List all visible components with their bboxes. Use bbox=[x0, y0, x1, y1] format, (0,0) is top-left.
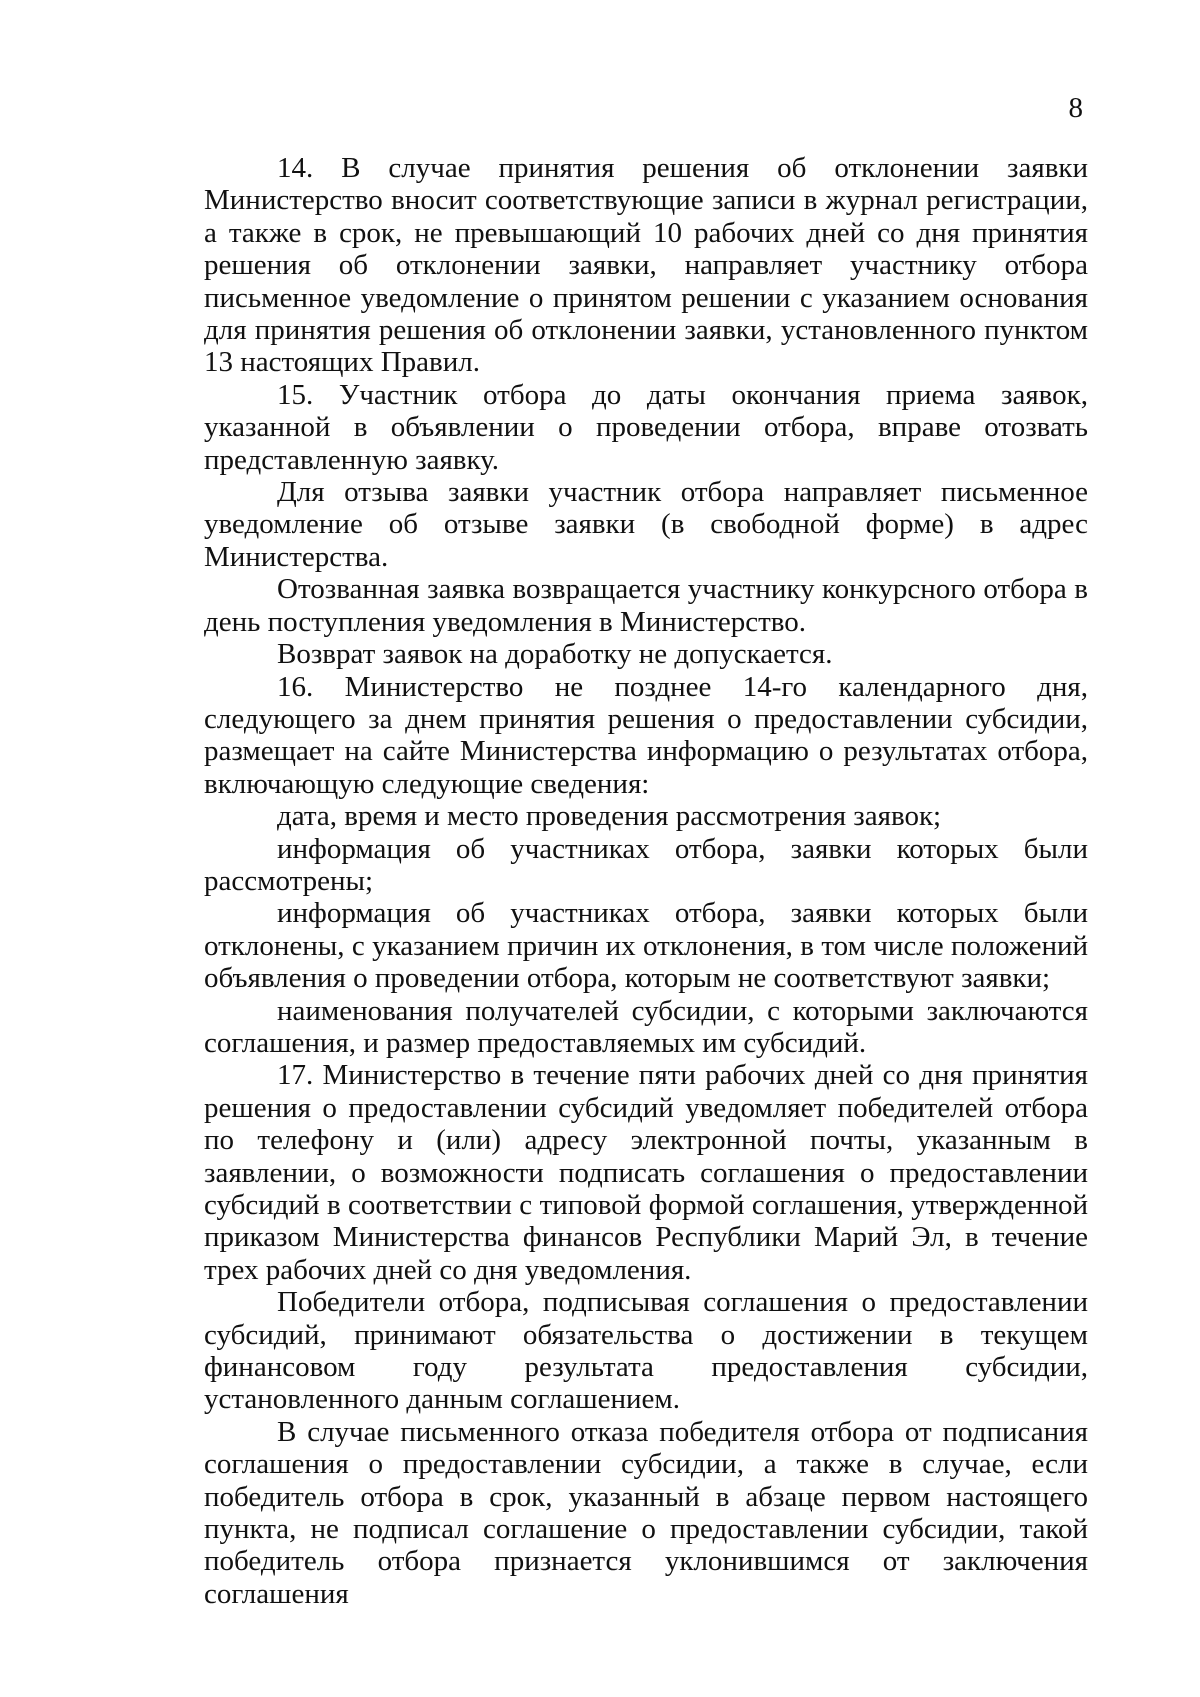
paragraph-winner-obligations: Победители отбора, подписывая соглашения о предоставлении субсидий, принимают обязательства о достижении в текущем финансовом году результата предоставления субсидии, установленного данным соглашением. bbox=[204, 1286, 1088, 1416]
paragraph-no-rework: Возврат заявок на доработку не допускается. bbox=[277, 638, 833, 671]
paragraph-item-17: 17. Министерство в течение пяти рабочих дней со дня принятия решения о предоставлении субсидий уведомляет победителей отбора по телефону и (или) адресу электронной почты, указанным в заявлении, о возможности подписать соглашения о предоставлении субсидий в соответствии с типовой формой соглашения, утвержденной приказом Министерства финансов Республики Марий Эл, в течение трех рабочих дней со дня уведомления. bbox=[204, 1059, 1088, 1286]
list-item-rejected-participants: информация об участниках отбора, заявки которых были отклонены, с указанием причин их отклонения, в том числе положений объявления о проведении отбора, которым не соответствуют заявки; bbox=[204, 897, 1088, 995]
paragraph-item-15: 15. Участник отбора до даты окончания приема заявок, указанной в объявлении о проведении отбора, вправе отозвать представленную заявку. bbox=[204, 378, 1088, 476]
page-number: 8 bbox=[1068, 92, 1083, 124]
paragraph-item-14: 14. В случае принятия решения об отклонении заявки Министерство вносит соответствующие записи в журнал регистрации, а также в срок, не превышающий 10 рабочих дней со дня принятия решения об отклонении заявки, направляет участнику отбора письменное уведомление о принятом решении с указанием основания для принятия решения об отклонении заявки, установленного пунктом 13 настоящих Правил. bbox=[204, 152, 1088, 379]
list-item-reviewed-participants: информация об участниках отбора, заявки которых были рассмотрены; bbox=[204, 832, 1088, 897]
paragraph-winner-refusal: В случае письменного отказа победителя отбора от подписания соглашения о предоставлении субсидии, а также в случае, если победитель отбора в срок, указанный в абзаце первом настоящего пункта, не подписал соглашение о предоставлении субсидии, такой победитель отбора признается уклонившимся от заключения соглашения bbox=[204, 1415, 1088, 1610]
list-item-review-date: дата, время и место проведения рассмотрения заявок; bbox=[277, 800, 942, 833]
document-body bbox=[204, 152, 1088, 1610]
paragraph-withdrawn-application-return: Отозванная заявка возвращается участнику конкурсного отбора в день поступления уведомления в Министерство. bbox=[204, 573, 1088, 638]
paragraph-withdrawal-procedure: Для отзыва заявки участник отбора направляет письменное уведомление об отзыве заявки (в свободной форме) в адрес Министерства. bbox=[204, 476, 1088, 573]
paragraph-item-16: 16. Министерство не позднее 14-го календарного дня, следующего за днем принятия решения о предоставлении субсидии, размещает на сайте Министерства информацию о результатах отбора, включающую следующие сведения: bbox=[204, 670, 1088, 800]
list-item-recipients: наименования получателей субсидии, с которыми заключаются соглашения, и размер предоставляемых им субсидий. bbox=[204, 994, 1088, 1059]
